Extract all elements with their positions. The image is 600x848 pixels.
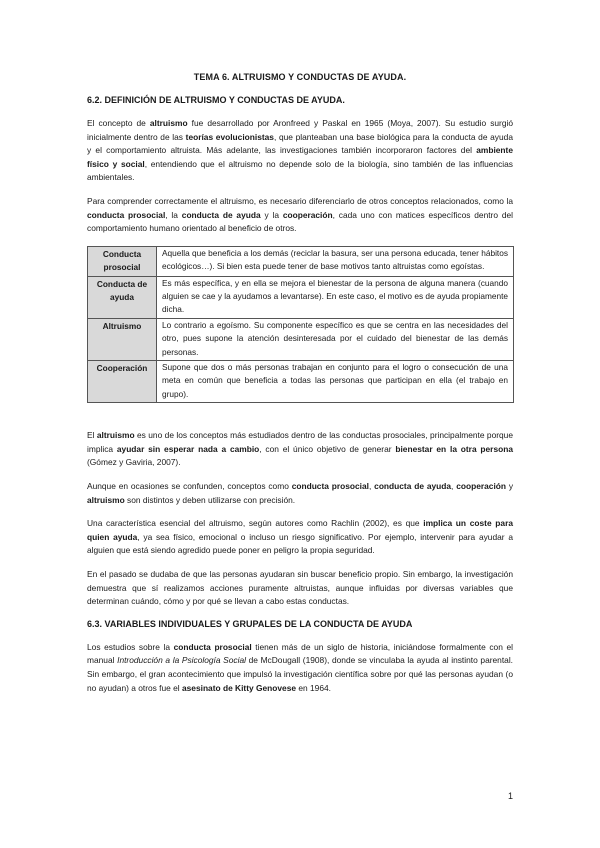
text-run: fue desarrollado por Aronfreed y Paskal en 1965 (Moya, 2007). Su estudio surgió inicialmente dentro de las: [87, 118, 514, 142]
term-cell: Cooperación: [88, 361, 157, 403]
text-run: El concepto de: [87, 118, 150, 128]
paragraph-prosocial-history: [87, 641, 513, 695]
bold-text-run: implica un coste para quien ayuda: [87, 518, 513, 542]
text-run: , ya sea físico, emocional o incluso un riesgo significativo. Por ejemplo, intervenir para ayudar a alguien que está siendo agredido puede poner en peligro la propia seguridad.: [87, 531, 513, 556]
section-heading-variables: 6.3. VARIABLES INDIVIDUALES Y GRUPALES DE LA CONDUCTA DE AYUDA: [87, 618, 413, 629]
text-run: en 1964.: [296, 682, 331, 693]
bold-text-run: conducta de ayuda: [374, 481, 452, 491]
bold-text-run: conducta prosocial: [173, 641, 252, 652]
text-run: , con el único objetivo de generar: [259, 443, 396, 454]
paragraph-altruism-origin: [87, 117, 513, 185]
bold-text-run: altruismo: [87, 494, 125, 505]
text-run: y la: [260, 209, 283, 220]
text-run: Los estudios sobre la: [87, 641, 174, 652]
concepts-table: [87, 246, 514, 403]
definition-cell: Es más específica, y en ella se mejora el bienestar de la persona de alguna manera (cuando alguien se cae y la ayudamos a levantarse). En este caso, el motivo es de ayuda propiamente dicha.: [157, 276, 514, 318]
bold-text-run: altruismo: [96, 430, 135, 441]
bold-text-run: ambiente físico y social: [87, 145, 513, 169]
bold-text-run: conducta de ayuda: [181, 209, 261, 220]
bold-text-run: cooperación: [282, 209, 333, 220]
paragraph-concept-confusion: [87, 480, 513, 507]
bold-text-run: cooperación: [456, 481, 506, 491]
bold-text-run: asesinato de Kitty Genovese: [181, 682, 297, 693]
table-row: [88, 246, 514, 276]
bold-text-run: conducta prosocial: [87, 209, 166, 220]
bold-text-run: bienestar en la otra persona: [395, 443, 513, 454]
document-title: TEMA 6. ALTRUISMO Y CONDUCTAS DE AYUDA.: [193, 72, 407, 82]
text-run: y: [506, 481, 514, 491]
text-run: Aunque en ocasiones se confunden, conceptos como: [87, 481, 292, 491]
page-number: 1: [507, 791, 513, 801]
bold-text-run: teorías evolucionistas: [185, 131, 274, 142]
bold-text-run: ayudar sin esperar nada a cambio: [116, 443, 260, 454]
paragraph-related-concepts: [87, 195, 513, 236]
bold-text-run: altruismo: [149, 118, 188, 128]
definition-cell: Lo contrario a egoísmo. Su componente específico es que se centra en las necesidades del otro, pues supone la atención desinteresada por el cuidado del bienestar de las demás personas.: [157, 318, 514, 360]
text-run: , entendiendo que el altruismo no depende solo de la biología, sino también de las influencias ambientales.: [87, 158, 513, 183]
text-run: Una característica esencial del altruismo, según autores como Rachlin (2002), es que: [87, 518, 424, 529]
term-cell: Conducta prosocial: [88, 246, 157, 276]
text-run: En el pasado se dudaba de que las personas ayudaran sin buscar beneficio propio. Sin embargo, la investigación demuestra que sí realizamos acciones puramente altruistas, aunque influidas por diversas variables que determinan cuándo, cómo y por qué se llevan a cabo estas conductas.: [87, 568, 513, 607]
table-row: [88, 361, 514, 403]
text-run: Para comprender correctamente el altruismo, es necesario diferenciarlo de otros conceptos relacionados, como la: [87, 195, 513, 206]
text-run: (Gómez y Gaviria, 2007).: [87, 457, 181, 468]
text-run: El: [87, 430, 97, 441]
text-run: , cada uno con matices específicos dentro del comportamiento humano orientado al beneficio de otros.: [87, 209, 513, 234]
text-run: de McDougall (1908), donde se vinculaba la ayuda al instinto parental. Sin embargo, el gran acontecimiento que impulsó la investigación científica sobre por qué las personas ayudan (o no ayudan) a otros fue el: [87, 655, 514, 693]
text-run: ,: [451, 481, 457, 491]
table-row: [88, 276, 514, 318]
section-heading-definition: 6.2. DEFINICIÓN DE ALTRUISMO Y CONDUCTAS DE AYUDA.: [87, 95, 345, 105]
text-run: , la: [165, 209, 182, 220]
text-run: es uno de los conceptos más estudiados dentro de las conductas prosociales, principalmente porque implica: [87, 430, 513, 454]
italic-text-run: Introducción a la Psicología Social: [117, 655, 246, 666]
bold-text-run: conducta prosocial: [291, 481, 369, 491]
text-run: tienen más de un siglo de historia, iniciándose formalmente con el manual: [87, 641, 513, 666]
paragraph-altruism-cost: [87, 517, 513, 558]
definition-cell: Aquella que beneficia a los demás (reciclar la basura, ser una persona educada, tener hábitos ecológicos…). Si bien esta puede tener de base motivos tanto altruistas como egoístas.: [157, 246, 514, 276]
table-row: [88, 318, 514, 360]
term-cell: Conducta de ayuda: [88, 276, 157, 318]
text-run: ,: [368, 481, 375, 491]
paragraph-pure-altruism: [87, 568, 513, 609]
term-cell: Altruismo: [88, 318, 157, 360]
text-run: son distintos y deben utilizarse con precisión.: [124, 494, 296, 505]
definition-cell: Supone que dos o más personas trabajan en conjunto para el logro o consecución de una meta en común que beneficia a todas las personas que participan en ella (el trabajo en grupo).: [157, 361, 514, 403]
paragraph-altruism-prosocial: [87, 429, 513, 470]
text-run: , que planteaban una base biológica para la conducta de ayuda y el comportamiento altruista. Más adelante, las investigaciones también incorporaron factores del: [87, 131, 513, 156]
